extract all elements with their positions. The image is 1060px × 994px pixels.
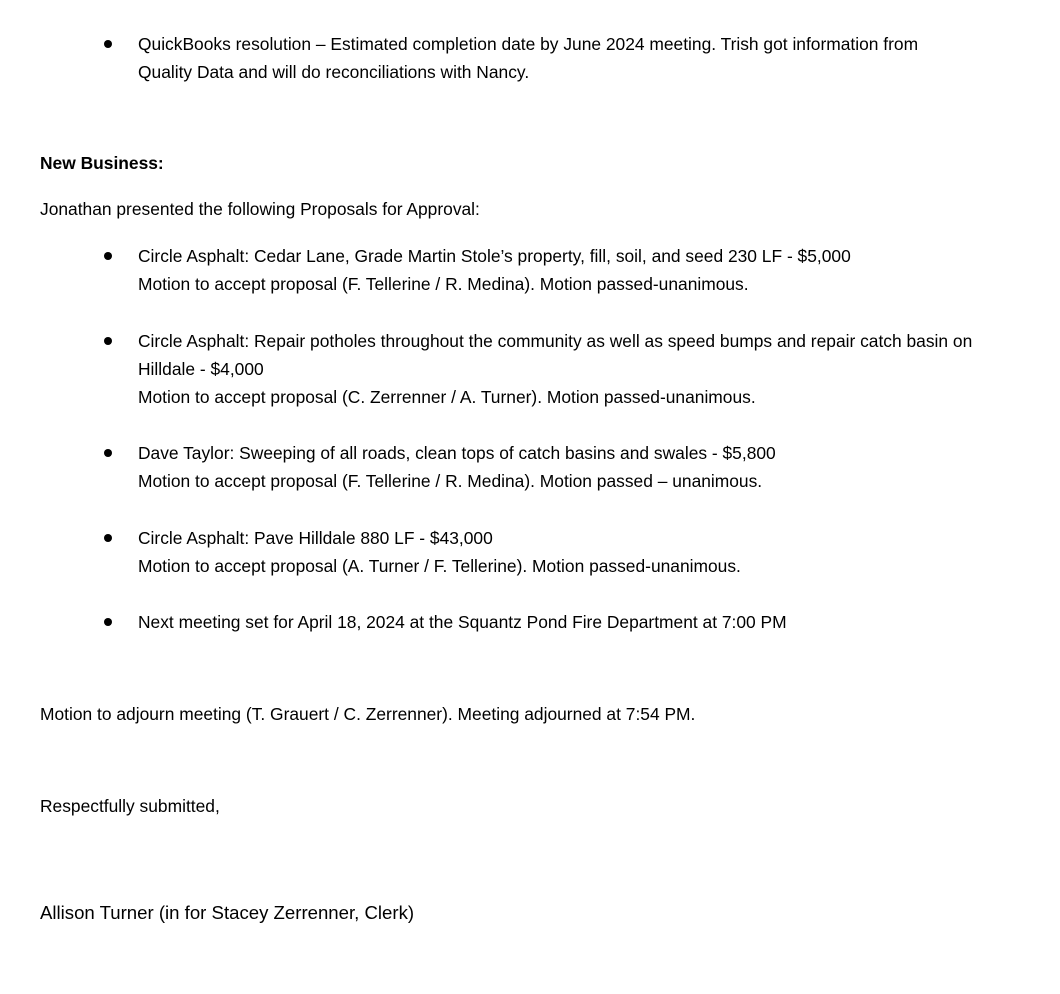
bullet-icon — [104, 252, 112, 260]
signature: Allison Turner (in for Stacey Zerrenner, Clerk) — [40, 902, 415, 923]
proposal-motion: Motion to accept proposal (F. Tellerine / R. Medina). Motion passed – unanimous. — [138, 471, 763, 491]
proposal-item — [138, 524, 741, 580]
bullet-icon — [104, 40, 112, 48]
bullet-icon — [104, 337, 112, 345]
adjourn-motion: Motion to adjourn meeting (T. Grauert / C. Zerrenner). Meeting adjourned at 7:54 PM. — [40, 704, 696, 724]
new-business-heading: New Business: — [40, 153, 164, 173]
proposal-item — [138, 439, 776, 495]
proposal-description: Circle Asphalt: Cedar Lane, Grade Martin Stole’s property, fill, soil, and seed 230 LF - $5,000 — [138, 246, 851, 266]
proposal-motion: Motion to accept proposal (F. Tellerine / R. Medina). Motion passed-unanimous. — [138, 274, 749, 294]
proposal-description: Circle Asphalt: Repair potholes throughout the community as well as speed bumps and repair catch basin on — [138, 331, 973, 351]
proposal-motion: Motion to accept proposal (A. Turner / F. Tellerine). Motion passed-unanimous. — [138, 556, 741, 576]
proposal-description-cont: Hilldale - $4,000 — [138, 359, 264, 379]
proposal-item — [138, 327, 972, 411]
quickbooks-item — [138, 30, 918, 86]
proposal-description: Dave Taylor: Sweeping of all roads, clean tops of catch basins and swales - $5,800 — [138, 443, 776, 463]
proposal-description: Circle Asphalt: Pave Hilldale 880 LF - $43,000 — [138, 528, 493, 548]
closing-text: Respectfully submitted, — [40, 796, 220, 816]
proposals-intro: Jonathan presented the following Proposals for Approval: — [40, 199, 480, 219]
bullet-icon — [104, 534, 112, 542]
next-meeting-text: Next meeting set for April 18, 2024 at the Squantz Pond Fire Department at 7:00 PM — [138, 612, 787, 632]
quickbooks-line-1: QuickBooks resolution – Estimated completion date by June 2024 meeting. Trish got information from — [138, 34, 919, 54]
proposal-item — [138, 242, 851, 298]
proposal-motion: Motion to accept proposal (C. Zerrenner / A. Turner). Motion passed-unanimous. — [138, 387, 756, 407]
bullet-icon — [104, 449, 112, 457]
bullet-icon — [104, 618, 112, 626]
quickbooks-line-2: Quality Data and will do reconciliations with Nancy. — [138, 62, 530, 82]
next-meeting-item — [138, 608, 787, 636]
